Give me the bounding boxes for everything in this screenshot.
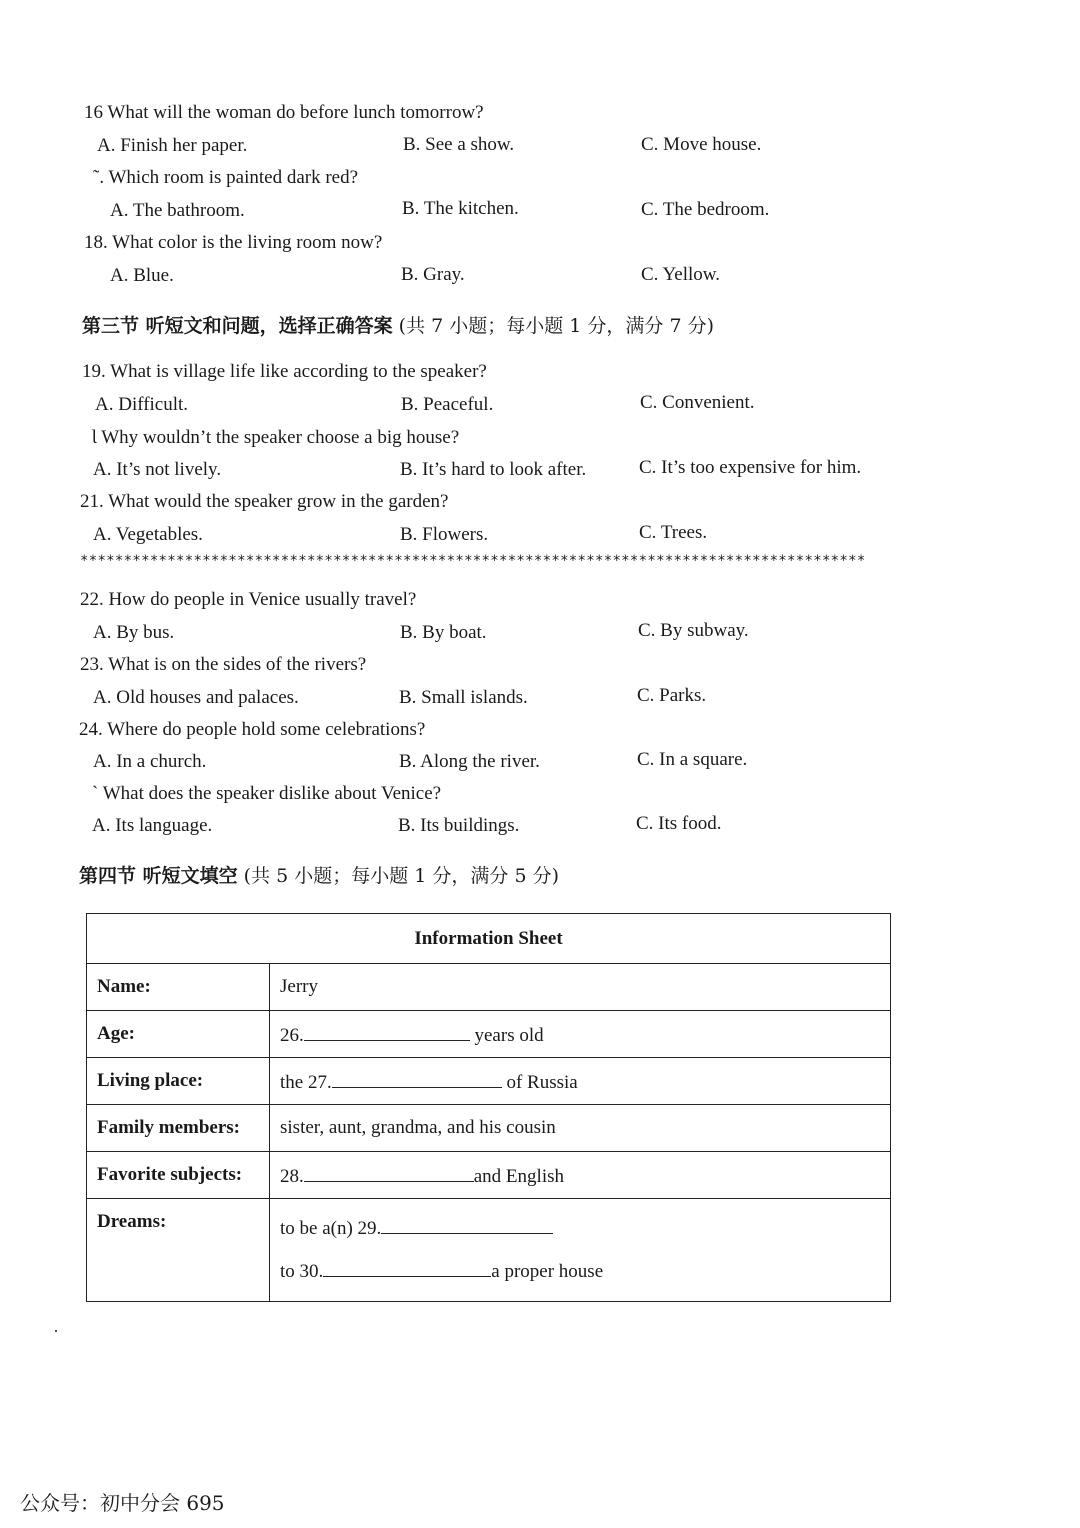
favorite-subjects-cell [270,1152,891,1199]
q25-option-a: A. Its language. [92,815,213,836]
q22-option-a: A. By bus. [93,622,175,643]
table-row [87,1152,891,1199]
q19-option-a: A. Difficult. [95,394,189,415]
q16-option-a: A. Finish her paper. [97,135,248,156]
age-prefix: 26. [280,1024,304,1046]
question-22: 22. How do people in Venice usually travel? [80,589,417,610]
family-members-label: Family members: [87,1105,270,1152]
q25-option-c: C. Its food. [636,813,722,834]
section3-note: (共 7 小题；每小题 1 分，满分 7 分) [392,315,714,337]
q22-option-b: B. By boat. [400,622,487,643]
place-prefix: the 27. [280,1071,332,1093]
family-members-value: sister, aunt, grandma, and his cousin [270,1105,891,1152]
section3-title: 第三节 听短文和问题，选择正确答案 [82,315,393,337]
q17-option-c: C. The bedroom. [641,199,770,220]
blank-29[interactable] [381,1215,553,1234]
dreams-cell [270,1199,891,1302]
name-label: Name: [87,964,270,1011]
q16-option-c: C. Move house. [641,134,762,155]
question-20: Ɩ Why wouldn’t the speaker choose a big house? [92,427,460,448]
speck [55,1330,57,1332]
dreams-label: Dreams: [87,1199,270,1302]
blank-27[interactable] [332,1069,502,1088]
question-16: 16 What will the woman do before lunch tomorrow? [84,102,484,123]
table-title-row [87,914,891,964]
q18-option-b: B. Gray. [401,264,465,285]
question-25: ` What does the speaker dislike about Venice? [92,783,442,804]
dream2-prefix: to 30. [280,1261,324,1282]
table-title: Information Sheet [87,914,891,964]
q23-option-a: A. Old houses and palaces. [93,687,299,708]
q19-option-c: C. Convenient. [640,392,755,413]
q20-option-a: A. It’s not lively. [93,459,222,480]
section3-heading [82,311,714,338]
question-24: 24. Where do people hold some celebrations? [79,719,426,740]
subjects-prefix: 28. [280,1165,304,1187]
q16-option-b: B. See a show. [403,134,515,155]
question-21: 21. What would the speaker grow in the garden? [80,491,449,512]
q18-option-a: A. Blue. [110,265,174,286]
blank-30[interactable] [323,1258,491,1277]
footer-account-text: 公众号：初中分会 695 [20,1491,225,1515]
table-row [87,1199,891,1302]
table-row [87,1058,891,1105]
blank-28[interactable] [304,1163,474,1182]
q23-option-b: B. Small islands. [399,687,528,708]
q21-option-b: B. Flowers. [400,524,489,545]
q17-option-b: B. The kitchen. [402,198,519,219]
dream1-prefix: to be a(n) 29. [280,1218,382,1239]
q19-option-b: B. Peaceful. [401,394,494,415]
question-18: 18. What color is the living room now? [84,232,383,253]
q24-option-b: B. Along the river. [399,751,540,772]
q21-option-c: C. Trees. [639,522,708,543]
q20-option-c: C. It’s too expensive for him. [639,457,862,478]
table-row [87,1011,891,1058]
living-place-label: Living place: [87,1058,270,1105]
subjects-suffix: and English [473,1165,564,1187]
section4-heading [79,861,559,888]
q25-option-b: B. Its buildings. [398,815,520,836]
q23-option-c: C. Parks. [637,685,707,706]
living-place-cell [270,1058,891,1105]
information-sheet-table [86,913,891,1302]
place-suffix: of Russia [501,1071,578,1093]
q24-option-c: C. In a square. [637,749,748,770]
q22-option-c: C. By subway. [638,620,749,641]
age-label: Age: [87,1011,270,1058]
dream-line-1 [280,1207,880,1250]
question-17: ˜. Which room is painted dark red? [93,167,359,188]
star-divider: ****************************************************************************************** [80,553,866,569]
q24-option-a: A. In a church. [93,751,207,772]
age-cell [270,1011,891,1058]
section4-title: 第四节 听短文填空 [79,865,238,887]
table-row [87,964,891,1011]
blank-26[interactable] [304,1022,470,1041]
question-23: 23. What is on the sides of the rivers? [80,654,367,675]
q21-option-a: A. Vegetables. [93,524,203,545]
table-row [87,1105,891,1152]
dream-line-2 [280,1250,880,1293]
dream2-suffix: a proper house [491,1261,604,1282]
q20-option-b: B. It’s hard to look after. [400,459,587,480]
question-19: 19. What is village life like according to the speaker? [82,361,487,382]
favorite-subjects-label: Favorite subjects: [87,1152,270,1199]
name-value: Jerry [270,964,891,1011]
q17-option-a: A. The bathroom. [110,200,245,221]
section4-note: (共 5 小题；每小题 1 分，满分 5 分) [237,865,559,887]
q18-option-c: C. Yellow. [641,264,721,285]
age-suffix: years old [469,1024,544,1046]
